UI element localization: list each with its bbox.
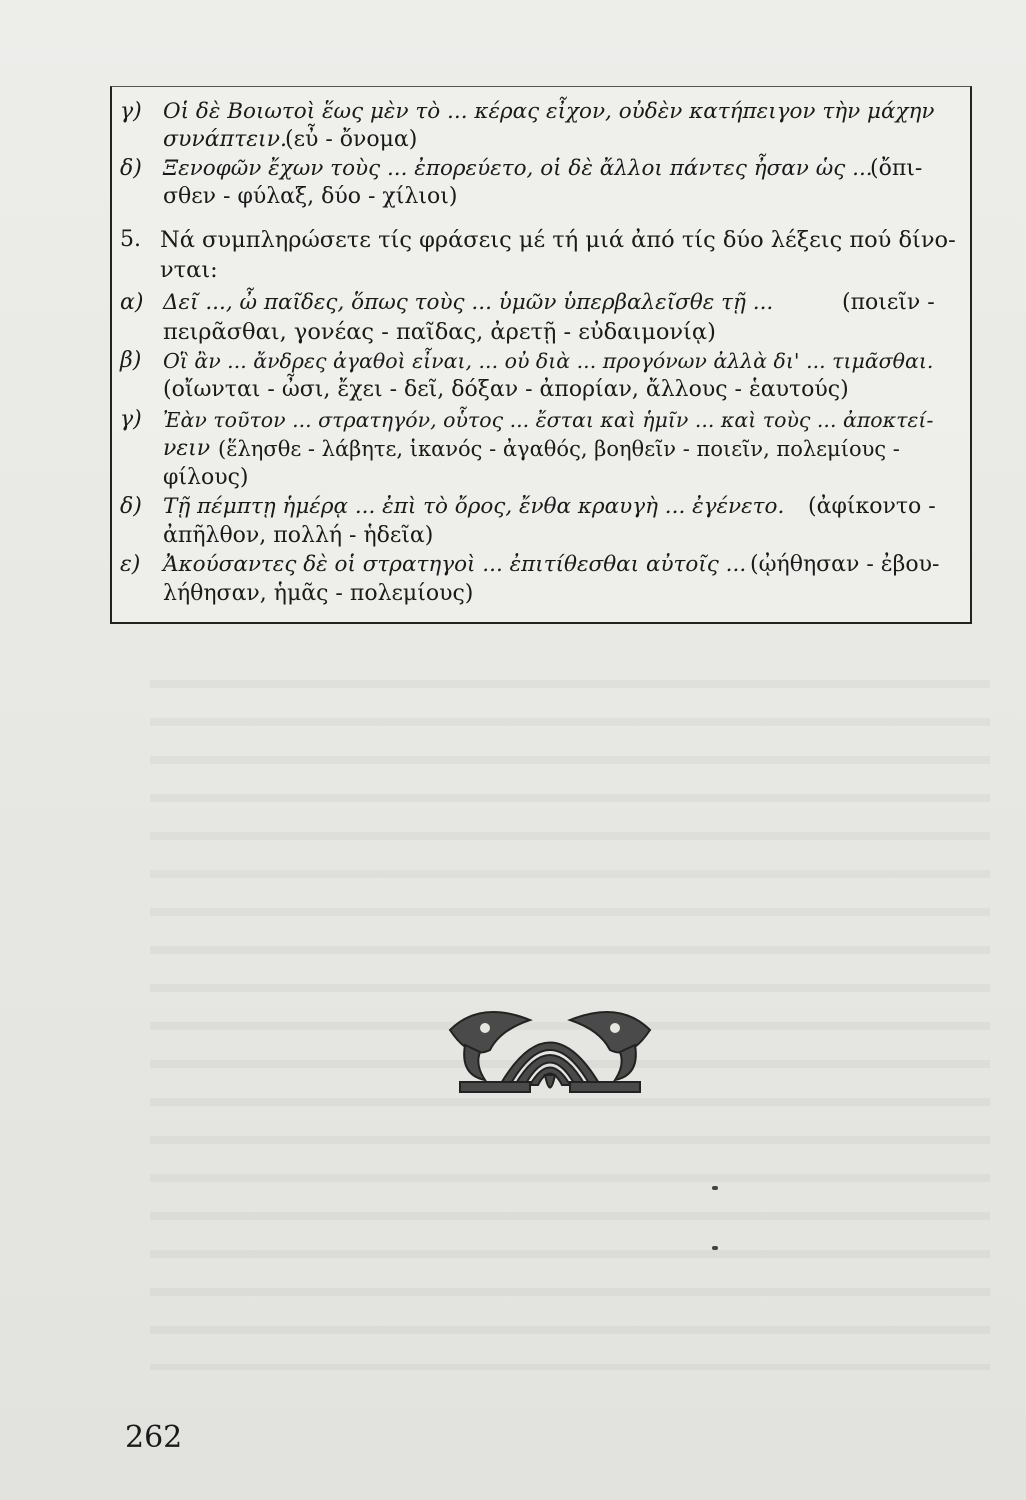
word-choices: (εὖ - ὄνομα): [285, 127, 418, 152]
word-choices: σθεν - φύλαξ, δύο - χίλιοι): [163, 184, 458, 209]
word-choices: ἀπῆλθον, πολλή - ἡδεῖα): [163, 523, 434, 548]
decorative-floral-ornament-icon: [440, 990, 660, 1110]
item-text: Ξενοφῶν ἔχων τοὺς ... ἐπορεύετο, οἱ δὲ ἄλλοι πάντες ἦσαν ὡς ...: [163, 156, 873, 181]
word-choices: (οἴωνται - ὦσι, ἔχει - δεῖ, δόξαν - ἀπορίαν, ἄλλους - ἑαυτούς): [163, 377, 849, 402]
exercise-instruction: Νά συμπληρώσετε τίς φράσεις μέ τή μιά ἀπό τίς δύο λέξεις πού δίνο-: [160, 227, 956, 253]
item-text: Οἱ δὲ Βοιωτοὶ ἕως μὲν τὸ ... κέρας εἶχον, οὐδὲν κατήπειγον τὴν μάχην: [163, 99, 935, 124]
item-text: Οἳ ἂν ... ἄνδρες ἀγαθοὶ εἶναι, ... οὐ διὰ ... προγόνων ἀλλὰ δι' ... τιμᾶσθαι.: [163, 349, 934, 373]
item-label: β): [120, 348, 142, 373]
item-text: νειν: [163, 436, 211, 461]
item-label: δ): [120, 494, 142, 519]
item-label: α): [120, 290, 144, 315]
ink-speck: [712, 1186, 718, 1190]
item-text: Τῇ πέμπτῃ ἡμέρᾳ ... ἐπὶ τὸ ὄρος, ἔνθα κραυγὴ ... ἐγένετο.: [163, 494, 785, 519]
word-choices: (ἕλησθε - λάβητε, ἱκανός - ἀγαθός, βοηθεῖν - ποιεῖν, πολεμίους -: [218, 437, 900, 461]
word-choices: λήθησαν, ἡμᾶς - πολεμίους): [163, 581, 474, 606]
ink-speck: [712, 1246, 718, 1250]
item-label: δ): [120, 156, 142, 181]
page-number: 262: [125, 1420, 183, 1455]
item-text: Ἀκούσαντες δὲ οἱ στρατηγοὶ ... ἐπιτίθεσθαι αὐτοῖς ...: [163, 552, 747, 577]
exercise-number: 5.: [120, 227, 141, 252]
word-choices: πειρᾶσθαι, γονέας - παῖδας, ἀρετῇ - εὐδαιμονίᾳ): [163, 319, 716, 345]
item-text: Ἐὰν τοῦτον ... στρατηγόν, οὗτος ... ἔσται καὶ ἡμῖν ... καὶ τοὺς ... ἀποκτεί-: [163, 408, 934, 432]
item-label: γ): [120, 99, 142, 124]
word-choices: φίλους): [163, 465, 249, 490]
word-choices: (ποιεῖν -: [842, 290, 935, 315]
word-choices: (ᾠήθησαν - ἐβου-: [750, 552, 940, 577]
word-choices: (ἀφίκοντο -: [808, 494, 936, 519]
item-text: Δεῖ ..., ὦ παῖδες, ὅπως τοὺς ... ὑμῶν ὑπερβαλεῖσθε τῇ ...: [163, 290, 774, 315]
item-label: γ): [120, 407, 142, 432]
word-choices: (ὄπι-: [870, 156, 923, 181]
exercise-instruction: νται:: [160, 257, 218, 283]
item-text: συνάπτειν.: [163, 127, 288, 152]
item-label: ε): [120, 552, 141, 577]
